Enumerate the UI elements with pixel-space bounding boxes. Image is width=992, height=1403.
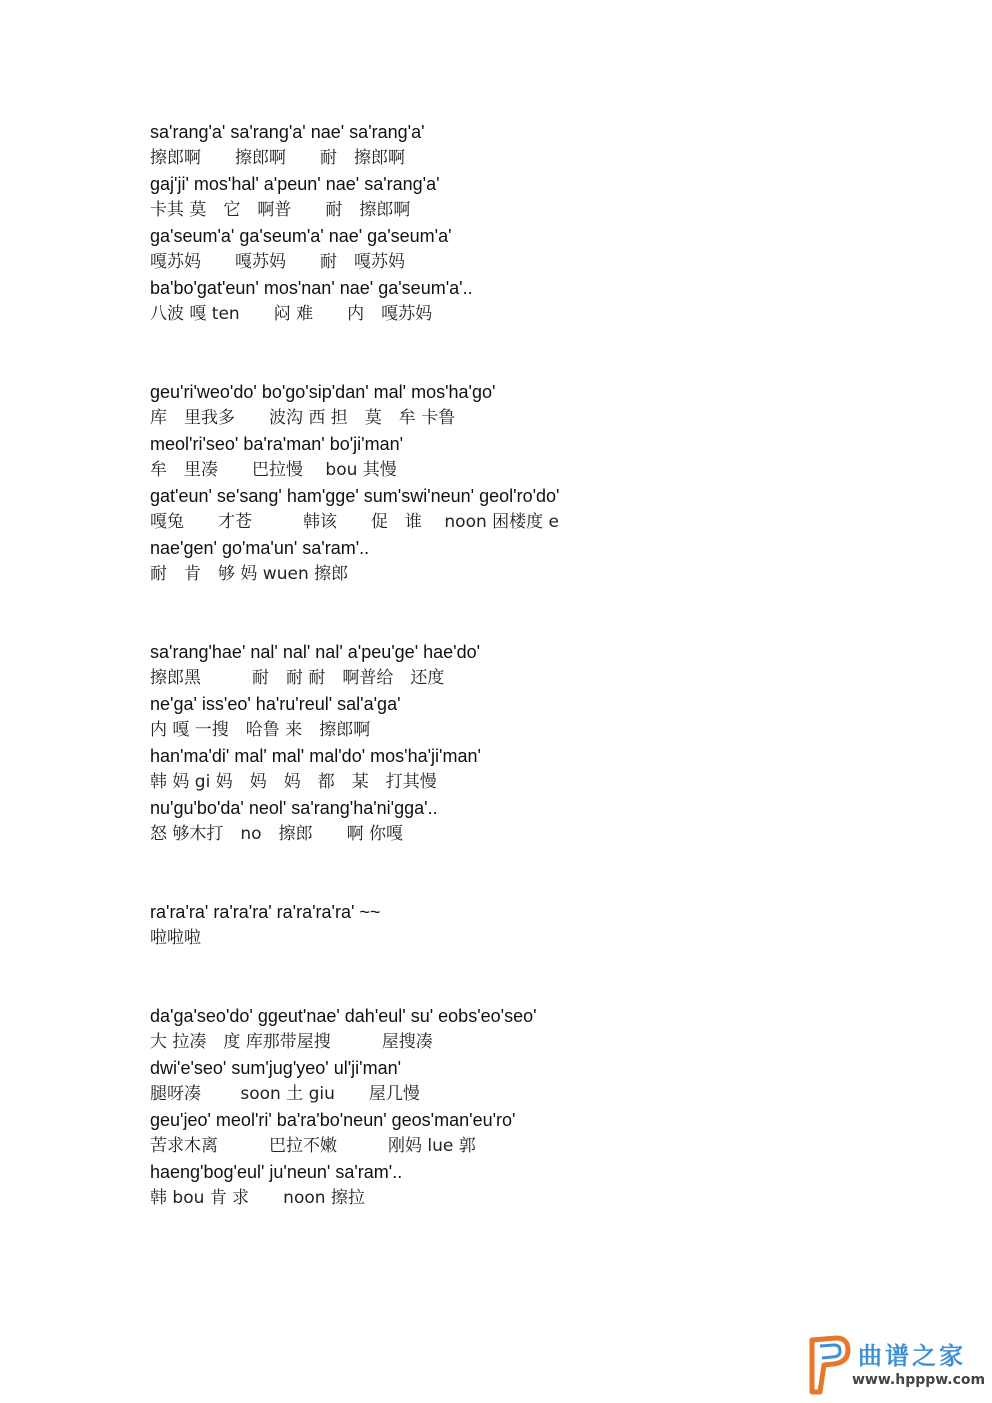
lyric-line-chinese: 韩 妈 gi 妈 妈 妈 都 某 打其慢 — [150, 772, 437, 792]
lyric-line-romanized: ba'bo'gat'eun' mos'nan' nae' ga'seum'a'.. — [150, 278, 473, 298]
lyric-line-romanized: nu'gu'bo'da' neol' sa'rang'ha'ni'gga'.. — [150, 798, 438, 818]
lyric-line-chinese: 韩 bou 肯 求 noon 擦拉 — [150, 1188, 365, 1208]
lyric-line-romanized: gaj'ji' mos'hal' a'peun' nae' sa'rang'a' — [150, 174, 440, 194]
lyric-line-chinese: 内 嘎 一搜 哈鲁 来 擦郎啊 — [150, 720, 371, 740]
lyric-line-romanized: haeng'bog'eul' ju'neun' sa'ram'.. — [150, 1162, 403, 1182]
logo-title: 曲谱之家 — [858, 1342, 966, 1370]
lyric-line-romanized: ra'ra'ra' ra'ra'ra' ra'ra'ra'ra' ~~ — [150, 902, 381, 922]
lyric-line-chinese: 腿呀凑 soon 土 giu 屋几慢 — [150, 1084, 420, 1104]
lyric-line-romanized: sa'rang'hae' nal' nal' nal' a'peu'ge' hae'do' — [150, 642, 481, 662]
lyric-line-romanized: gat'eun' se'sang' ham'gge' sum'swi'neun' geol'ro'do' — [150, 486, 560, 506]
lyric-line-romanized: ne'ga' iss'eo' ha'ru'reul' sal'a'ga' — [150, 694, 401, 714]
lyric-line-chinese: 啦啦啦 — [150, 928, 201, 948]
lyric-line-chinese: 擦郎啊 擦郎啊 耐 擦郎啊 — [150, 148, 405, 168]
lyric-line-chinese: 卡其 莫 它 啊普 耐 擦郎啊 — [150, 200, 411, 220]
lyric-line-chinese: 嘎兔 才苍 韩该 促 谁 noon 困楼度 e — [150, 512, 560, 532]
lyric-line-chinese: 擦郎黑 耐 耐 耐 啊普给 还度 — [150, 668, 445, 688]
lyric-line-chinese: 大 拉凑 度 库那带屋搜 屋搜凑 — [150, 1032, 433, 1052]
lyric-line-chinese: 嘎苏妈 嘎苏妈 耐 嘎苏妈 — [150, 252, 405, 272]
lyric-line-romanized: nae'gen' go'ma'un' sa'ram'.. — [150, 538, 370, 558]
lyric-line-romanized: ga'seum'a' ga'seum'a' nae' ga'seum'a' — [150, 226, 452, 246]
site-logo — [806, 1334, 988, 1398]
lyric-line-chinese: 耐 肯 够 妈 wuen 擦郎 — [150, 564, 349, 584]
lyric-line-romanized: geu'ri'weo'do' bo'go'sip'dan' mal' mos'ha'go' — [150, 382, 496, 402]
logo-url: www.hpppw.com — [852, 1372, 986, 1388]
lyric-line-romanized: geu'jeo' meol'ri' ba'ra'bo'neun' geos'man'eu'ro' — [150, 1110, 516, 1130]
lyric-line-romanized: dwi'e'seo' sum'jug'yeo' ul'ji'man' — [150, 1058, 402, 1078]
lyric-line-romanized: han'ma'di' mal' mal' mal'do' mos'ha'ji'man' — [150, 746, 481, 766]
lyric-line-romanized: meol'ri'seo' ba'ra'man' bo'ji'man' — [150, 434, 404, 454]
lyric-line-chinese: 八波 嘎 ten 闷 难 内 嘎苏妈 — [150, 304, 433, 324]
lyric-line-chinese: 牟 里凑 巴拉慢 bou 其慢 — [150, 460, 397, 480]
lyric-line-chinese: 怒 够木打 no 擦郎 啊 你嘎 — [150, 824, 403, 844]
lyric-line-romanized: sa'rang'a' sa'rang'a' nae' sa'rang'a' — [150, 122, 425, 142]
lyric-line-chinese: 苦求木离 巴拉不嫩 刚妈 lue 郭 — [150, 1136, 476, 1156]
lyric-line-chinese: 库 里我多 波沟 西 担 莫 牟 卡鲁 — [150, 408, 456, 428]
lyric-line-romanized: da'ga'seo'do' ggeut'nae' dah'eul' su' eobs'eo'seo' — [150, 1006, 537, 1026]
p-logo-icon — [806, 1334, 852, 1396]
